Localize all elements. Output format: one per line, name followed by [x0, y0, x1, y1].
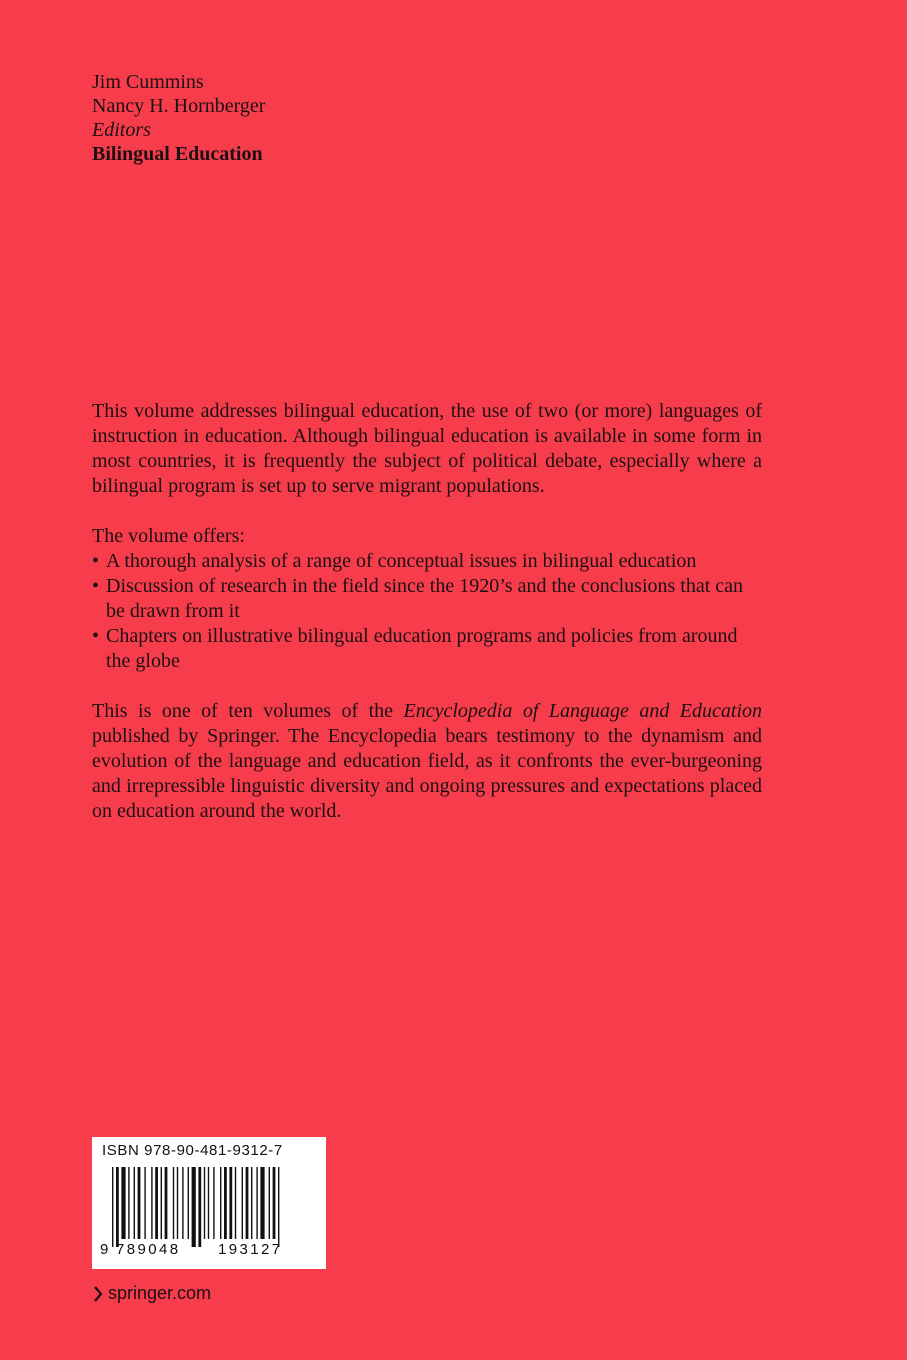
barcode-bar — [235, 1167, 236, 1239]
barcode-bar — [269, 1167, 270, 1239]
offers-list — [92, 549, 762, 674]
barcode-bar — [128, 1167, 129, 1239]
barcode-bar — [121, 1167, 125, 1239]
offers-item: • Chapters on illustrative bilingual education programs and policies from around the globe — [92, 624, 762, 674]
isbn-barcode-box — [92, 1137, 326, 1269]
barcode-bar — [208, 1167, 209, 1239]
barcode-bar — [188, 1167, 189, 1239]
editors-role: Editors — [92, 119, 151, 141]
barcode-bar — [177, 1167, 178, 1239]
offers-heading: The volume offers: — [92, 525, 245, 547]
publisher-link[interactable] — [92, 1283, 211, 1304]
back-cover-blurb — [92, 399, 762, 824]
barcode-bar — [213, 1167, 214, 1239]
barcode-bar — [229, 1167, 232, 1239]
barcode-bar — [224, 1167, 227, 1239]
barcode-bar — [116, 1167, 119, 1247]
book-title: Bilingual Education — [92, 143, 263, 165]
barcode-bar — [151, 1167, 152, 1239]
barcode-bar — [192, 1167, 196, 1247]
barcode-group-2: 193127 — [218, 1241, 283, 1258]
barcode-bar — [204, 1167, 205, 1239]
isbn-label: ISBN 978-90-481-9312-7 — [102, 1142, 283, 1159]
publisher-url: springer.com — [108, 1283, 212, 1303]
barcode-bar — [112, 1167, 113, 1247]
barcode-bar — [182, 1167, 183, 1239]
barcode-bar — [278, 1167, 279, 1247]
barcode-bar — [173, 1167, 174, 1239]
editor-name-1: Jim Cummins — [92, 71, 204, 93]
offers-item: • A thorough analysis of a range of conceptual issues in bilingual education — [92, 549, 762, 574]
editor-name-2: Nancy H. Hornberger — [92, 95, 266, 117]
barcode-bar — [256, 1167, 257, 1239]
series-suffix: published by Springer. The Encyclopedia bears testimony to the dynamism and evolution of the language and education field, as it confronts the ever-burgeoning and irrepressible linguistic diversity and ongoing pressures and expectations placed on education around the world. — [92, 725, 762, 822]
barcode-bar — [260, 1167, 264, 1239]
barcode-bar — [134, 1167, 135, 1239]
barcode-bar — [165, 1167, 168, 1239]
barcode-bar — [155, 1167, 158, 1239]
barcode-bar — [138, 1167, 141, 1239]
series-title: Encyclopedia of Language and Education — [403, 700, 763, 722]
barcode-bar — [251, 1167, 252, 1239]
barcode-bar — [273, 1167, 276, 1239]
barcode-group-1: 789048 — [116, 1241, 181, 1258]
barcode-bar — [242, 1167, 243, 1239]
chevron-right-icon — [92, 1285, 104, 1303]
editors-block — [92, 70, 265, 166]
series-prefix: This is one of ten volumes of the — [92, 700, 404, 722]
barcode-graphic — [98, 1167, 320, 1249]
intro-paragraph: This volume addresses bilingual education, the use of two (or more) languages of instruction in education. Although bilingual education is available in some form in most countries, it is frequently the subject of political debate, especially where a bilingual program is set up to serve migrant populations. — [92, 400, 762, 497]
barcode-bar — [161, 1167, 162, 1239]
barcode-lead-digit: 9 — [100, 1241, 109, 1258]
barcode-bar — [246, 1167, 249, 1239]
barcode-bar — [220, 1167, 221, 1239]
offers-item: • Discussion of research in the field since the 1920’s and the conclusions that can be drawn from it — [92, 574, 762, 624]
series-paragraph — [92, 699, 762, 824]
barcode-bar — [144, 1167, 145, 1239]
barcode-bar — [198, 1167, 201, 1247]
